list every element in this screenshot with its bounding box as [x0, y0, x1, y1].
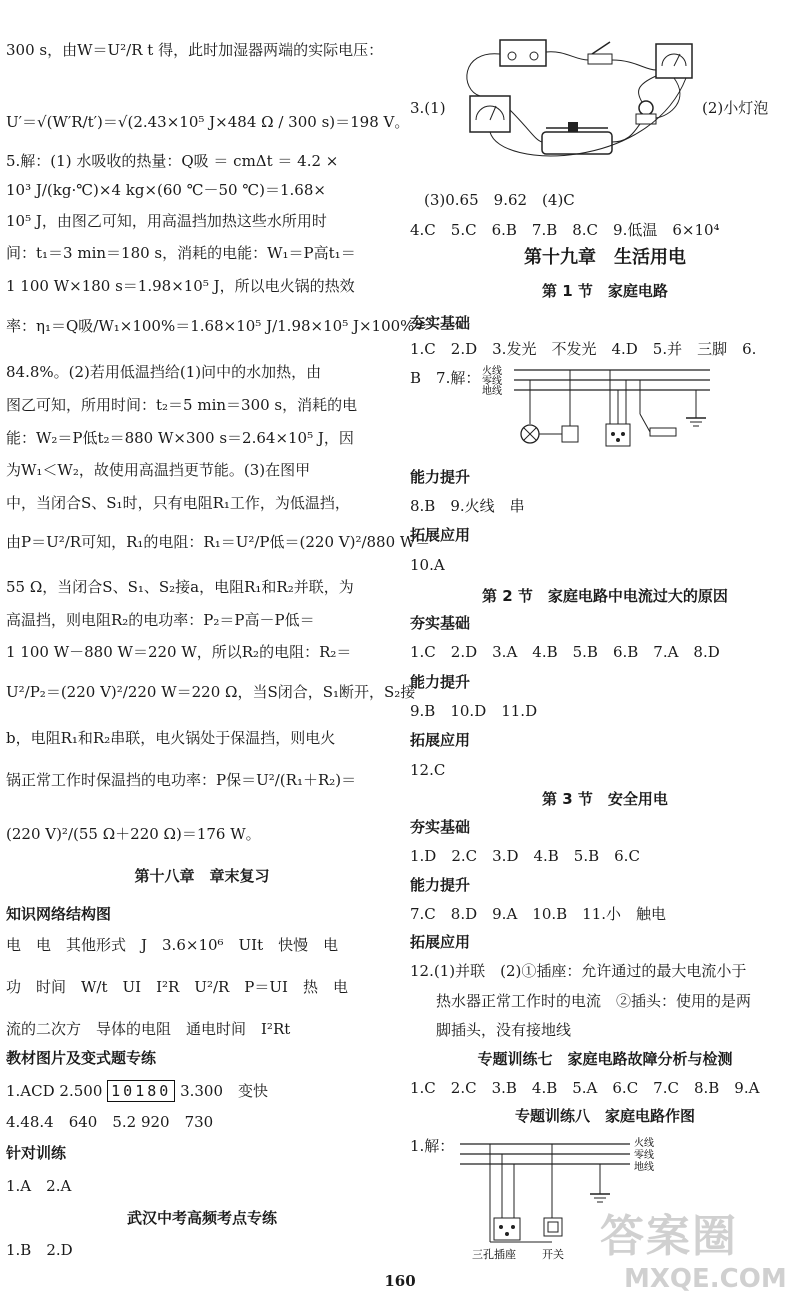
targeted-answers: 1.A 2.A — [6, 1177, 72, 1195]
s3-expand-answers: 脚插头，没有接地线 — [436, 1021, 572, 1039]
section-2-title: 第 2 节 家庭电路中电流过大的原因 — [482, 587, 728, 605]
s3-expand-answers: 12.(1)并联 (2)①插座：允许通过的最大电流小于 — [410, 962, 747, 980]
text-line: 为W₁＜W₂，故使用高温挡更节能。(3)在图甲 — [6, 461, 311, 479]
s3-expand-answers: 热水器正常工作时的电流 ②插头：使用的是两 — [436, 992, 752, 1010]
s3-basic-heading: 夯实基础 — [410, 818, 471, 836]
page-number: 160 — [384, 1272, 416, 1290]
chapter-19-title: 第十九章 生活用电 — [524, 247, 686, 268]
text-line: 能：W₂＝P低t₂＝880 W×300 s＝2.64×10⁵ J，因 — [6, 429, 354, 447]
text-line: 10⁵ J，由图乙可知，用高温挡加热这些水所用时 — [6, 212, 327, 230]
q3-label: 3.(1) — [410, 99, 446, 117]
rheostat-icon — [542, 132, 612, 154]
s1-ability-heading: 能力提升 — [410, 468, 471, 486]
training-7-title: 专题训练七 家庭电路故障分析与检测 — [477, 1050, 733, 1068]
s1-q7-prefix: B 7.解： — [410, 369, 481, 387]
formula-line: 率：η₁＝Q吸/W₁×100%＝1.68×10⁵ J/1.98×10⁵ J×100%≈ — [6, 317, 428, 335]
textbook-answers-2: 4.48.4 640 5.2 920 730 — [6, 1113, 214, 1131]
text-line: 300 s，由W＝U²/R t 得，此时加湿器两端的实际电压： — [6, 41, 384, 59]
formula-line: U′＝√(W′R/t′)＝√(2.43×10⁵ J×484 Ω / 300 s)＝198 V。 — [6, 113, 410, 131]
s3-ability-answers: 7.C 8.D 9.A 10.B 11.小 触电 — [410, 905, 667, 923]
power-supply-icon — [500, 40, 546, 66]
s3-basic-answers: 1.D 2.C 3.D 4.B 5.B 6.C — [410, 847, 640, 865]
switch-icon — [588, 54, 612, 64]
training-7-answers: 1.C 2.C 3.B 4.B 5.A 6.C 7.C 8.B 9.A — [410, 1079, 760, 1097]
wuhan-answers: 1.B 2.D — [6, 1241, 73, 1259]
text-line: 5.解：(1) 水吸收的热量：Q吸 ＝ cmΔt ＝ 4.2 × — [6, 152, 339, 170]
switch-box-icon — [562, 426, 578, 442]
q3-answers: (3)0.65 9.62 (4)C — [424, 191, 575, 209]
bulb-icon — [639, 101, 653, 115]
household-circuit-diagram — [480, 364, 720, 464]
ammeter-icon — [470, 96, 510, 132]
knowledge-line: 功 时间 W/t UI I²R U²/R P＝UI 热 电 — [6, 978, 348, 996]
wire-label: 地线 — [634, 1162, 654, 1173]
wire-label: 地线 — [482, 386, 502, 397]
section-1-title: 第 1 节 家庭电路 — [542, 282, 668, 300]
s1-expand-answers: 10.A — [410, 556, 445, 574]
wire-label: 零线 — [482, 376, 502, 387]
socket-icon — [606, 424, 630, 446]
formula-line: 由P＝U²/R可知，R₁的电阻：R₁＝U²/P低＝(220 V)²/880 W＝ — [6, 533, 431, 551]
s2-basic-answers: 1.C 2.D 3.A 4.B 5.B 6.B 7.A 8.D — [410, 643, 720, 661]
wire-label: 零线 — [634, 1150, 654, 1161]
text-line: 中，当闭合S、S₁时，只有电阻R₁工作，为低温挡， — [6, 494, 350, 512]
chapter-18-title: 第十八章 章末复习 — [134, 867, 270, 885]
fuse-icon — [650, 428, 676, 436]
wire-label: 火线 — [634, 1138, 654, 1149]
q4-answers: 4.C 5.C 6.B 7.B 8.C 9.低温 6×10⁴ — [410, 221, 720, 239]
text-line: b，电阻R₁和R₂串联，电火锅处于保温挡，则电火 — [6, 729, 336, 747]
switch-box-icon — [544, 1218, 562, 1236]
s1-ability-answers: 8.B 9.火线 串 — [410, 497, 525, 515]
textbook-answers-1 — [6, 1080, 268, 1102]
s2-basic-heading: 夯实基础 — [410, 614, 471, 632]
knowledge-line: 电 电 其他形式 J 3.6×10⁶ UIt 快慢 电 — [6, 936, 339, 954]
voltmeter-icon — [656, 44, 692, 78]
training-8-title: 专题训练八 家庭电路作图 — [514, 1107, 695, 1125]
circuit-apparatus-diagram — [450, 30, 710, 178]
s1-basic-answers: 1.C 2.D 3.发光 不发光 4.D 5.并 三脚 6. — [410, 340, 757, 358]
answer-text: 1.ACD 2.500 — [6, 1082, 108, 1100]
s2-ability-heading: 能力提升 — [410, 673, 471, 691]
wuhan-title: 武汉中考高频考点专练 — [126, 1209, 277, 1227]
formula-line: (220 V)²/(55 Ω＋220 Ω)＝176 W。 — [6, 825, 261, 843]
s2-expand-heading: 拓展应用 — [410, 731, 471, 749]
training-8-prefix: 1.解： — [410, 1137, 455, 1155]
formula-line: U²/P₂＝(220 V)²/220 W＝220 Ω，当S闭合，S₁断开，S₂接 — [6, 683, 416, 701]
targeted-heading: 针对训练 — [6, 1144, 67, 1162]
q3-bulb-answer: (2)小灯泡 — [702, 99, 769, 117]
answer-box: 10180 — [107, 1080, 175, 1102]
wire-label: 火线 — [482, 366, 502, 377]
formula-line: 锅正常工作时保温挡的电功率：P保＝U²/(R₁＋R₂)＝ — [6, 771, 357, 789]
s2-expand-answers: 12.C — [410, 761, 446, 779]
s3-ability-heading: 能力提升 — [410, 876, 471, 894]
text-line: 84.8%。(2)若用低温挡给(1)问中的水加热，由 — [6, 363, 322, 381]
text-line: 1 100 W－880 W＝220 W，所以R₂的电阻：R₂＝ — [6, 643, 352, 661]
text-line: 10³ J/(kg·℃)×4 kg×(60 ℃－50 ℃)＝1.68× — [6, 181, 326, 199]
text-line: 1 100 W×180 s＝1.98×10⁵ J，所以电火锅的热效 — [6, 277, 355, 295]
text-line: 55 Ω，当闭合S、S₁、S₂接a，电阻R₁和R₂并联，为 — [6, 578, 354, 596]
textbook-heading: 教材图片及变式题专练 — [6, 1049, 157, 1067]
s3-expand-heading: 拓展应用 — [410, 933, 471, 951]
s1-expand-heading: 拓展应用 — [410, 526, 471, 544]
section-3-title: 第 3 节 安全用电 — [542, 790, 668, 808]
s2-ability-answers: 9.B 10.D 11.D — [410, 702, 538, 720]
s1-basic-heading: 夯实基础 — [410, 314, 471, 332]
text-line: 高温挡，则电阻R₂的电功率：P₂＝P高－P低＝ — [6, 611, 315, 629]
three-hole-socket-icon — [494, 1218, 520, 1240]
text-line: 图乙可知，所用时间：t₂＝5 min＝300 s，消耗的电 — [6, 396, 358, 414]
answer-text: 3.300 变快 — [175, 1082, 269, 1100]
text-line: 间：t₁＝3 min＝180 s，消耗的电能：W₁＝P高t₁＝ — [6, 244, 356, 262]
knowledge-heading: 知识网络结构图 — [6, 905, 112, 923]
switch-label: 开关 — [542, 1248, 564, 1261]
watermark-text: 答案圈 — [600, 1211, 738, 1262]
watermark-logo — [600, 1200, 800, 1306]
socket-label: 三孔插座 — [472, 1248, 516, 1261]
knowledge-line: 流的二次方 导体的电阻 通电时间 I²Rt — [6, 1020, 291, 1038]
watermark-url: MXQE.COM — [624, 1264, 787, 1294]
